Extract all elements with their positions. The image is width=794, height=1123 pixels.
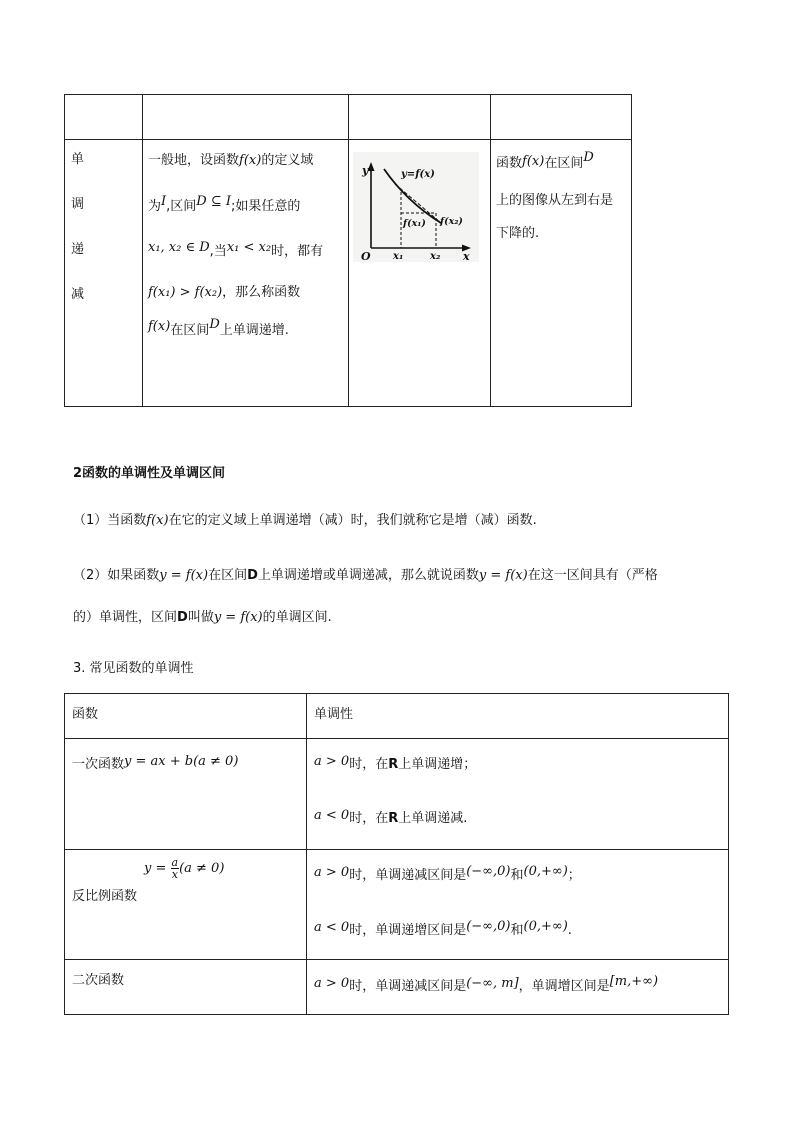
table-border	[64, 738, 729, 739]
geometry-line: 上的图像从左到右是	[496, 193, 614, 208]
table-border	[306, 693, 307, 1015]
function-label: y=f(x)	[401, 169, 435, 180]
row-label-char: 单	[71, 152, 85, 167]
table-border	[64, 94, 632, 95]
fx2-label: f(x₂)	[440, 216, 463, 227]
definition-line: 一般地，设函数f(x)的定义域	[148, 153, 314, 168]
section-2-paragraph-2-cont: 的）单调性，区间D叫做y = f(x)的单调区间.	[73, 610, 332, 625]
table-border	[490, 94, 491, 407]
y-axis-label: y	[362, 164, 369, 177]
origin-label: O	[361, 250, 371, 262]
table-border	[728, 693, 729, 1015]
inverse-line-2: a < 0时，单调递增区间是(−∞,0)和(0,+∞).	[314, 919, 572, 938]
inverse-function-name: 反比例函数	[72, 889, 138, 904]
inverse-line-1: a > 0时，单调递减区间是(−∞,0)和(0,+∞)；	[314, 864, 581, 883]
definition-line: f(x₁) > f(x₂)，那么称函数	[148, 285, 301, 300]
row-label-char: 递	[71, 242, 85, 257]
common-functions-table	[64, 693, 729, 1015]
table-border	[348, 94, 349, 407]
row-label-char: 减	[71, 287, 85, 302]
table-border	[64, 94, 65, 407]
x1-label: x₁	[393, 251, 404, 262]
table-border	[64, 959, 729, 960]
definition-line: x₁, x₂ ∈ D,当x₁ < x₂时，都有	[148, 240, 324, 259]
quadratic-function-name: 二次函数	[72, 973, 125, 988]
inverse-function-formula: y = $\frac{a}{x}$ (a ≠ 0)	[144, 856, 225, 881]
linear-line-1: a > 0时，在R上单调递增；	[314, 754, 477, 772]
section-3-title: 3. 常见函数的单调性	[73, 661, 194, 676]
linear-function-name: 一次函数y = ax + b(a ≠ 0)	[72, 754, 239, 772]
section-2-title: 2函数的单调性及单调区间	[73, 466, 226, 481]
header-function: 函数	[72, 707, 99, 722]
table-border	[64, 693, 729, 694]
section-2-paragraph-1: （1）当函数f(x)在它的定义域上单调递增（减）时，我们就称它是增（减）函数.	[73, 513, 537, 528]
x2-label: x₂	[430, 251, 441, 262]
decreasing-function-graph	[353, 152, 479, 262]
table-border	[631, 94, 632, 407]
table-border	[64, 693, 65, 1015]
definition-line: 为I,区间D ⊆ I;如果任意的	[148, 194, 301, 214]
geometry-line: 下降的.	[496, 226, 540, 241]
table-border	[64, 406, 632, 407]
fx1-label: f(x₁)	[403, 218, 426, 229]
table-border	[142, 94, 143, 407]
section-2-paragraph-2: （2）如果函数y = f(x)在区间D上单调递增或单调递减，那么就说函数y = f(x)在这一区间具有（严格	[73, 568, 658, 583]
table-border	[64, 139, 632, 140]
header-monotonicity: 单调性	[314, 707, 354, 722]
table-border	[64, 1014, 729, 1015]
definition-table	[64, 94, 632, 407]
definition-line: f(x)在区间D上单调递增.	[148, 317, 289, 338]
table-border	[64, 849, 729, 850]
row-label-char: 调	[71, 197, 85, 212]
fraction: $\frac{a}{x}$	[171, 856, 179, 881]
linear-line-2: a < 0时，在R上单调递减.	[314, 808, 468, 826]
geometry-line: 函数f(x)在区间D	[496, 150, 594, 171]
x-axis-label: x	[463, 250, 470, 262]
quadratic-line-1: a > 0时，单调递减区间是(−∞, m]，单调增区间是[m,+∞)	[314, 974, 659, 994]
